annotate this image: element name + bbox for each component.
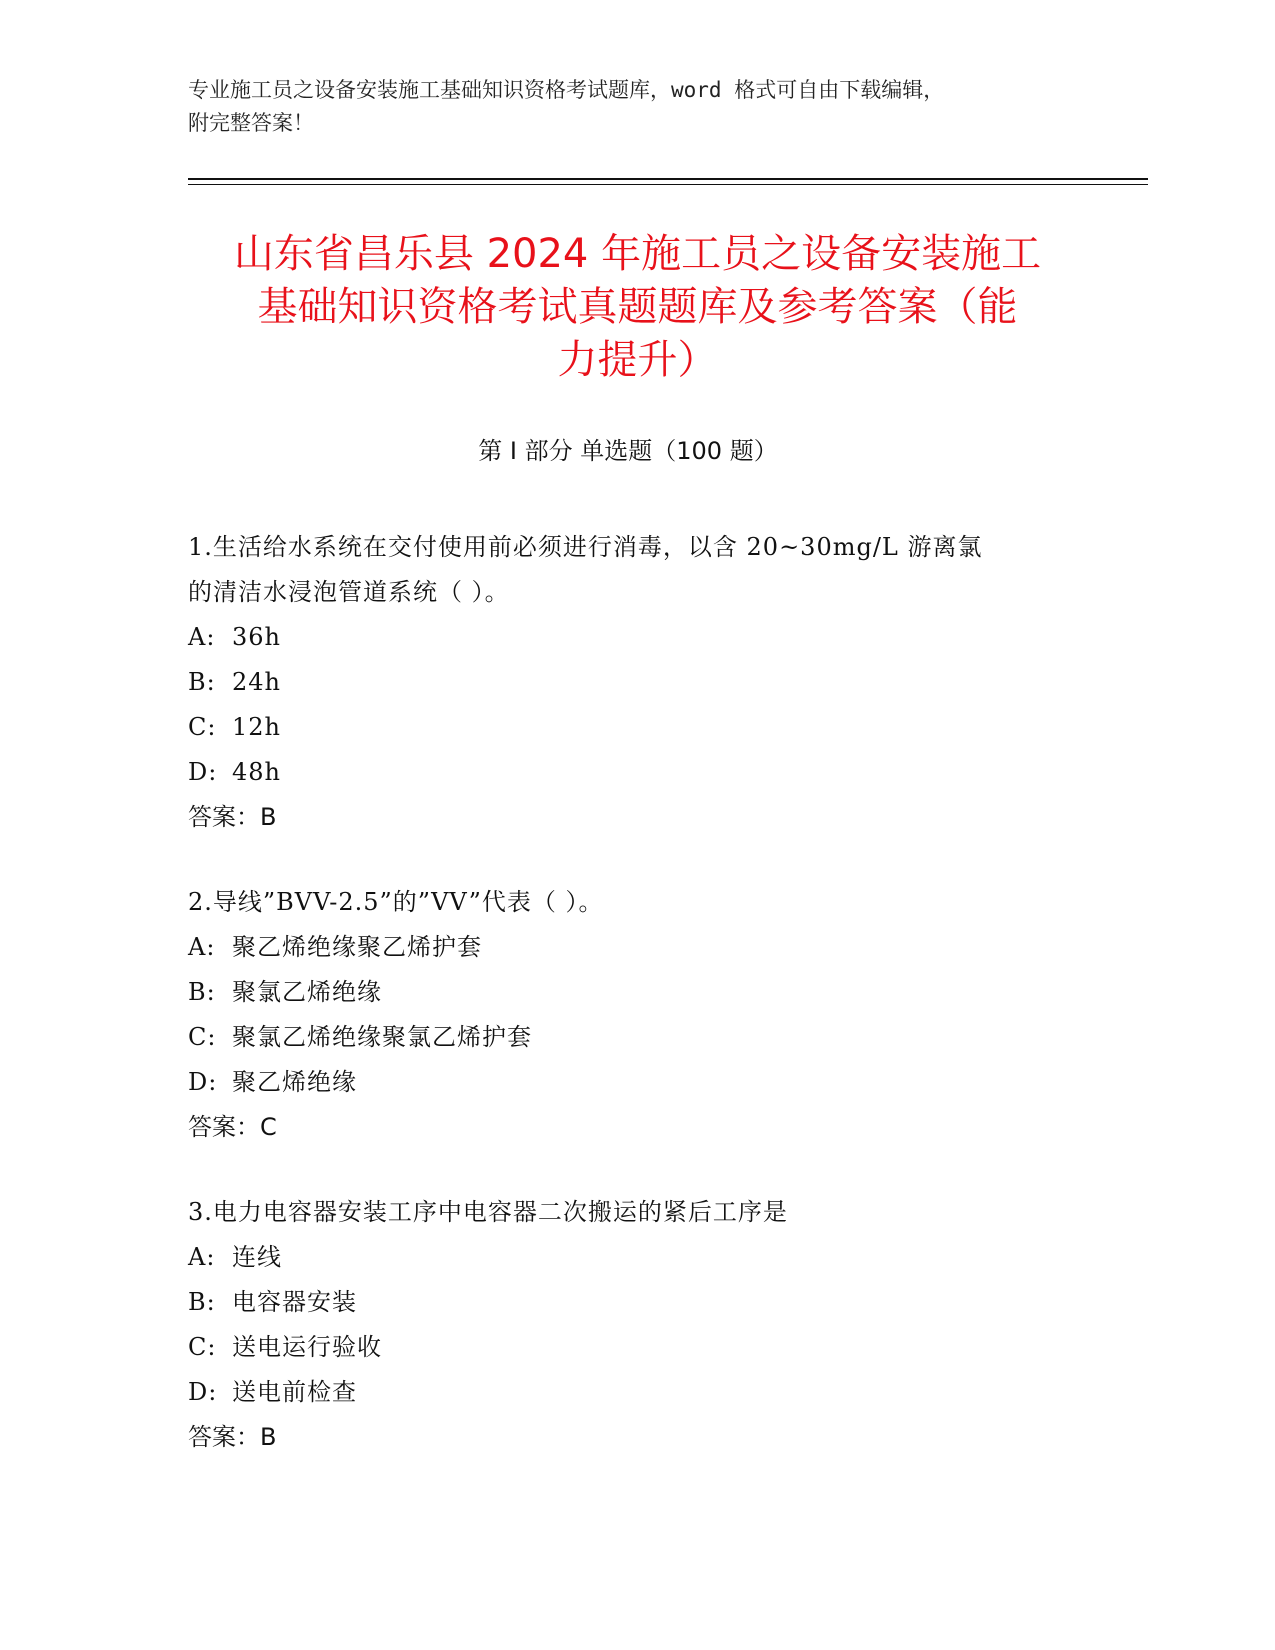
option-text: 聚乙烯绝缘聚乙烯护套	[232, 933, 482, 961]
option-d	[188, 1060, 1068, 1105]
option-a	[188, 925, 1068, 970]
option-text: 24h	[232, 668, 281, 696]
answer: 答案：B	[188, 803, 277, 831]
option-c	[188, 1015, 1068, 1060]
question-3	[188, 1190, 1068, 1460]
header-note	[188, 74, 1068, 140]
question-stem-line: 3.电力电容器安装工序中电容器二次搬运的紧后工序是	[188, 1198, 788, 1226]
option-label: C:	[188, 1333, 217, 1361]
option-label: B:	[188, 978, 216, 1006]
option-d	[188, 1370, 1068, 1415]
option-text: 电容器安装	[232, 1288, 357, 1316]
option-label: D:	[188, 1378, 218, 1406]
question-stem	[188, 880, 1068, 925]
document-title-line-1: 山东省昌乐县 2024 年施工员之设备安装施工	[233, 231, 1042, 277]
answer: 答案：B	[188, 1423, 277, 1451]
question-stem-line: 1.生活给水系统在交付使用前必须进行消毒，以含 20~30mg/L 游离氯	[188, 533, 983, 561]
option-text: 送电运行验收	[232, 1333, 382, 1361]
option-b	[188, 1280, 1068, 1325]
option-label: D:	[188, 758, 218, 786]
option-text: 12h	[232, 713, 281, 741]
header-note-line-1: 专业施工员之设备安装施工基础知识资格考试题库，word 格式可自由下载编辑，	[188, 78, 945, 102]
option-a	[188, 1235, 1068, 1280]
option-d	[188, 750, 1068, 795]
option-text: 聚氯乙烯绝缘	[232, 978, 382, 1006]
question-stem	[188, 525, 1068, 615]
option-a	[188, 615, 1068, 660]
option-label: A:	[188, 933, 216, 961]
option-b	[188, 660, 1068, 705]
header-divider-thick	[188, 178, 1148, 180]
option-label: B:	[188, 1288, 216, 1316]
question-stem	[188, 1190, 1068, 1235]
option-text: 连线	[232, 1243, 282, 1271]
header-divider-thin	[188, 184, 1148, 185]
question-1	[188, 525, 1068, 840]
option-c	[188, 705, 1068, 750]
section-title: 第 I 部分 单选题（100 题）	[478, 437, 778, 465]
option-label: A:	[188, 623, 216, 651]
question-2	[188, 880, 1068, 1150]
option-label: A:	[188, 1243, 216, 1271]
answer: 答案：C	[188, 1113, 277, 1141]
header-note-line-2: 附完整答案！	[188, 111, 314, 135]
document-title	[180, 228, 1095, 387]
option-text: 送电前检查	[232, 1378, 357, 1406]
option-text: 聚氯乙烯绝缘聚氯乙烯护套	[232, 1023, 532, 1051]
option-label: C:	[188, 1023, 217, 1051]
option-text: 36h	[232, 623, 281, 651]
question-list	[188, 525, 1068, 1500]
option-label: B:	[188, 668, 216, 696]
option-c	[188, 1325, 1068, 1370]
option-text: 48h	[232, 758, 281, 786]
option-text: 聚乙烯绝缘	[232, 1068, 357, 1096]
option-b	[188, 970, 1068, 1015]
document-title-line-3: 力提升）	[557, 337, 718, 383]
option-label: D:	[188, 1068, 218, 1096]
option-label: C:	[188, 713, 217, 741]
question-stem-line: 的清洁水浸泡管道系统（ ）。	[188, 578, 510, 606]
question-stem-line: 2.导线”BVV-2.5”的”VV”代表（ ）。	[188, 888, 604, 916]
document-title-line-2: 基础知识资格考试真题题库及参考答案（能	[257, 284, 1018, 330]
